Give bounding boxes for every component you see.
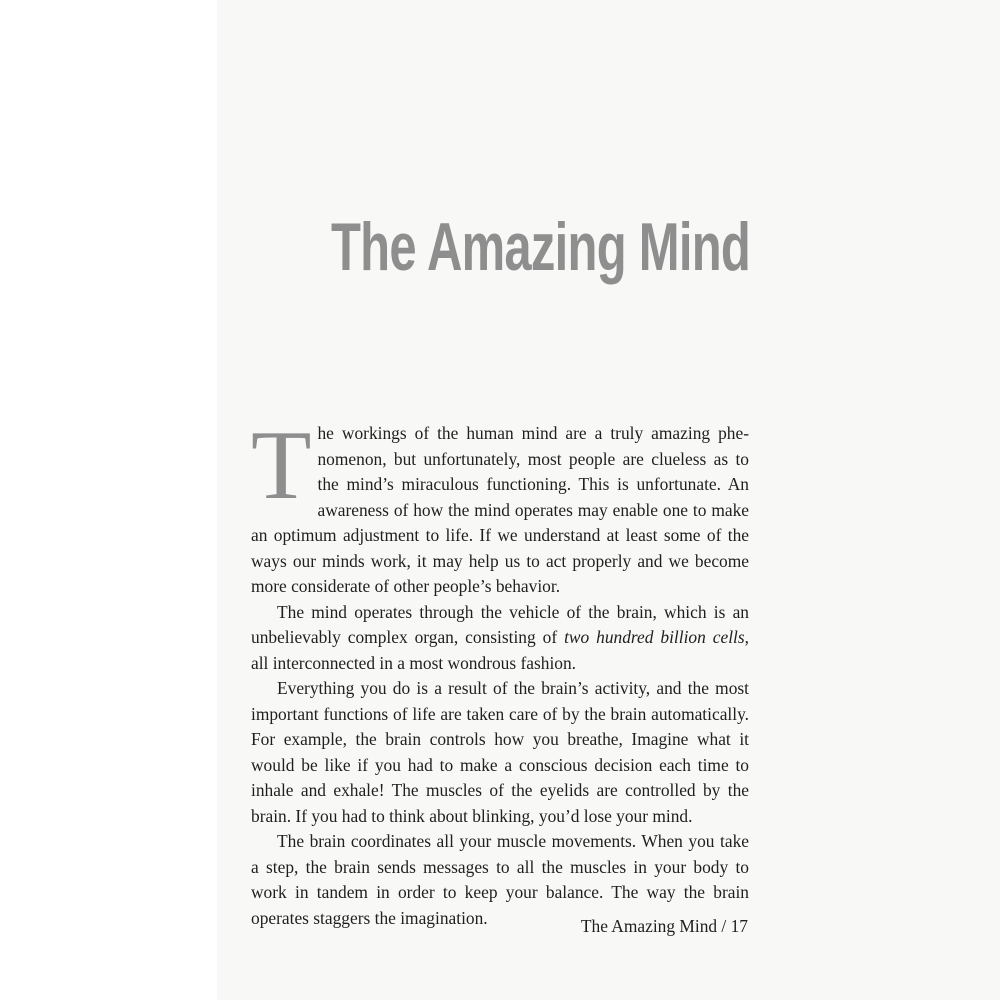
paragraph-2-emphasis: two hundred billion cells	[564, 627, 745, 647]
paragraph-1-text: he workings of the human mind are a truly amazing phenomenon, but unfortunately, most people are clueless as to the mind’s miraculous functioning. This is unfortunate. An awareness of how the mind operates may enable one to make an optimum adjustment to life. If we understand at least some of the ways our minds work, it may help us to act properly and we become more considerate of other people’s behavior.	[251, 423, 749, 596]
body-text	[251, 411, 749, 931]
paragraph-1	[251, 411, 749, 600]
drop-cap: T	[251, 411, 312, 520]
paragraph-2-text-b: , all interconnected in a most wondrous fashion.	[251, 627, 749, 673]
paragraph-3: Everything you do is a result of the brain’s activity, and the most important functions of life are taken care of by the brain automatically. For example, the brain controls how you breathe, Imagine what it would be like if you had to make a conscious decision each time to inhale and exhale! The muscles of the eyelids are controlled by the brain. If you had to think about blinking, you’d lose your mind.	[251, 678, 749, 826]
chapter-title: The Amazing Mind	[330, 209, 750, 285]
paragraph-2	[251, 600, 749, 677]
paragraph-2-text-a: The mind operates through the vehicle of the brain, which is an unbelievably complex organ, consisting of	[251, 601, 749, 647]
running-footer: The Amazing Mind / 17	[580, 916, 748, 936]
paragraph-4: The brain coordinates all your muscle movements. When you take a step, the brain sends messages to all the muscles in your body to work in tandem in order to keep your balance. The way the brain operates staggers the imagination.	[251, 831, 749, 928]
